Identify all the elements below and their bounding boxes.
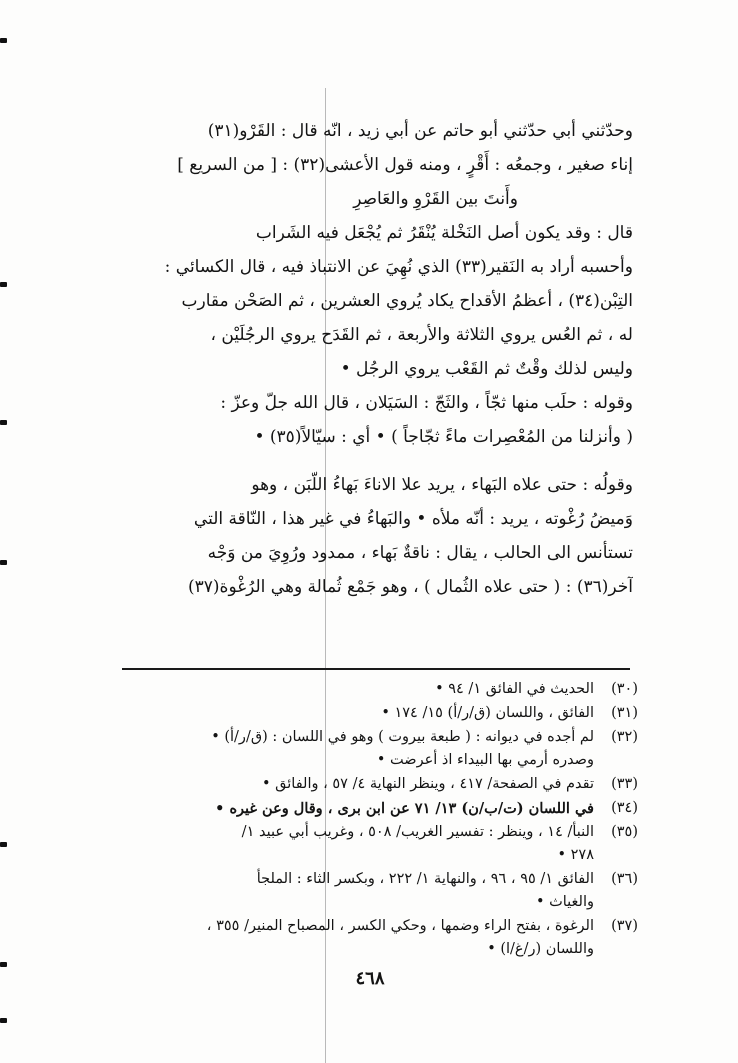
footnote-item [110,797,638,820]
footnote-number: (٣٢) [611,729,638,745]
left-edge-mark [0,420,7,425]
footnote-text: في اللسان (ت/ب/ن) ١٣/ ٧١ عن ابن برى ، وقال وعن غيره • [215,800,594,817]
footnote-item [110,915,638,961]
text-line: إناء صغير ، وجمعُه : أَقْرٍ ، ومنه قول الأعشى(٣٢) : [ من السريع ] [177,155,633,175]
footnote-text: واللسان (ر/غ/ا) • [487,941,594,957]
footnote-text: الرغوة ، بفتح الراء وضمها ، وحكي الكسر ، المصباح المنير/ ٣٥٥ ، [206,918,594,934]
left-edge-mark [0,282,7,287]
footnote-text: الفائق ، واللسان (ق/ر/أ) ١٥/ ١٧٤ • [381,705,594,721]
left-edge-mark [0,1018,7,1023]
footnotes-block [110,678,638,962]
main-text-block [105,114,633,604]
footnote-number: (٣٧) [611,918,638,934]
footnote-number: (٣١) [611,705,638,721]
verse-line: وأَنتَ بين القَرْوِ والعَاصِرِ [353,189,518,209]
footnote-text: الحديث في الفائق ١/ ٩٤ • [435,681,594,697]
footnote-item [110,868,638,914]
text-line: وأحسبه أراد به النَقير(٣٣) الذي نُهِيَ عن الانتباذ فيه ، قال الكسائي : [164,257,633,277]
footnote-item [110,821,638,867]
footnote-text: وصدره أرمي بها البيداء اذ أعرضت • [376,752,594,768]
footnote-text: تقدم في الصفحة/ ٤١٧ ، وينظر النهاية ٤/ ٥٧ ، والفائق • [262,776,594,792]
text-line: وقوله : حلَب منها ثجّاً ، والثَجّ : السَيَلان ، قال الله جلّ وعزّ : [220,393,633,413]
text-line: قال : وقد يكون أصل النَخْلة يُنْقَرُ ثم يُجْعَل فيه الشَراب [255,223,633,243]
text-line: وحدّثني أبي حدّثني أبو حاتم عن أبي زيد ، انّه قال : القَرْو(٣١) [207,121,633,141]
left-edge-mark [0,962,7,967]
page-number: ٤٦٨ [355,968,385,989]
footnote-text: والغياث • [535,894,594,910]
footnote-item [110,773,638,796]
left-edge-mark [0,842,7,847]
text-line: التِبْن(٣٤) ، أعظمُ الأقداح يكاد يُروي العشرين ، ثم الصَحْن مقارب [181,291,633,311]
text-line: ( وأنزلنا من المُعْصِرات ماءً ثجّاجاً ) • أي : سيّالاً(٣٥) • [254,427,633,447]
text-line: وقولُه : حتى علاه البَهاء ، يريد علا الاناءَ بَهاءُ اللّبَن ، وهو [251,475,633,495]
footnote-number: (٣٦) [611,871,638,887]
footnote-text: لم أجده في ديوانه : ( طبعة بيروت ) وهو في اللسان : (ق/ر/أ) • [211,729,594,745]
footnote-number: (٣٥) [611,824,638,840]
text-line: وليس لذلك وقْتٌ ثم القَعْب يروي الرجُل • [340,359,633,379]
footnote-text: الفائق ١/ ٩٥ ، ٩٦ ، والنهاية ١/ ٢٢٢ ، وبكسر الثاء : الملجأ [256,871,594,887]
footnote-text: النبأ/ ١٤ ، وينظر : تفسير الغريب/ ٥٠٨ ، وغريب أبي عبيد ١/ [241,824,594,840]
left-edge-mark [0,38,7,43]
footnote-item [110,678,638,701]
footnote-item [110,726,638,772]
footnote-item [110,702,638,725]
text-line: له ، ثم العُس يروي الثلاثة والأربعة ، ثم القَدَح يروي الرجُلَيْن ، [210,325,633,345]
footnote-text: ٢٧٨ • [557,847,594,863]
text-line: وَميضُ رُغْوته ، يريد : أنّه ملأه • والبَهاءُ في غير هذا ، النّاقة التي [193,509,633,529]
footnote-number: (٣٤) [611,800,638,816]
footnote-number: (٣٠) [611,681,638,697]
footnote-number: (٣٣) [611,776,638,792]
footnote-divider [122,668,630,670]
text-line: آخر(٣٦) : ( حتى علاه الثُمال ) ، وهو جَمْع ثُمالة وهي الرُغْوة(٣٧) [188,577,633,597]
text-line: تستأنس الى الحالب ، يقال : ناقةٌ بَهاء ، ممدود ورُوِيَ من وَجْه [207,543,633,563]
left-edge-mark [0,560,7,565]
